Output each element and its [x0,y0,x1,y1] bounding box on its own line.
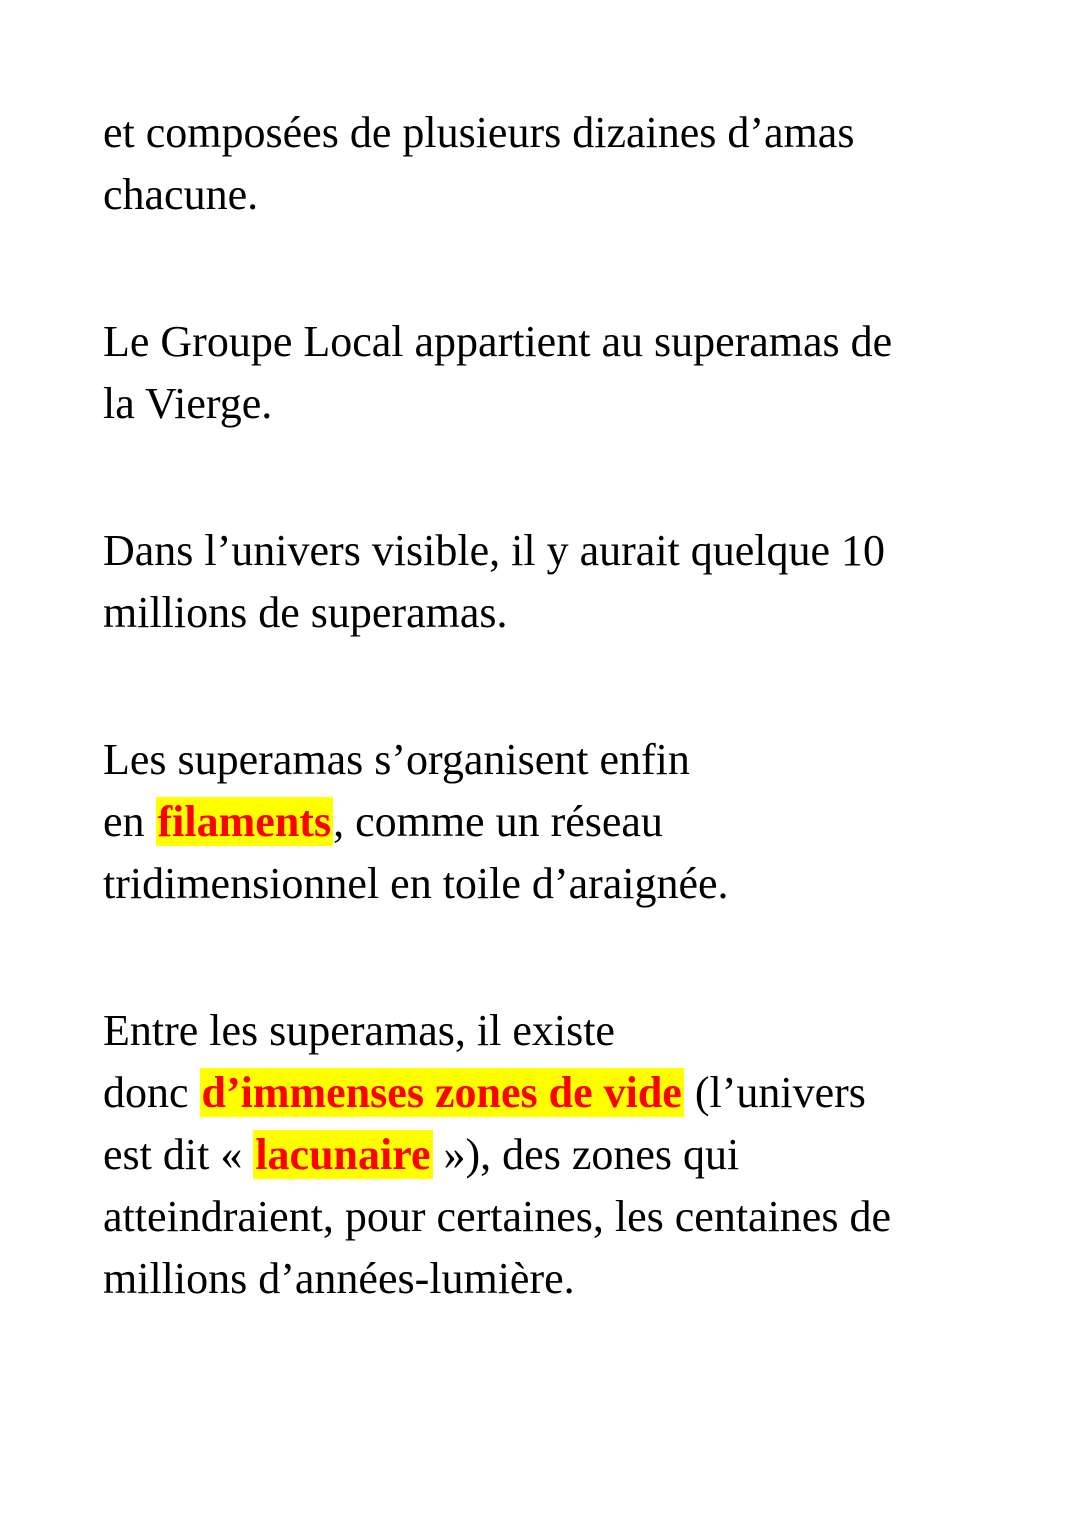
text-fragment: »), des zones qui [432,1130,740,1179]
highlighted-term-lacunaire: lacunaire [255,1130,431,1179]
text-line: millions de superamas. [103,588,508,637]
text-line: la Vierge. [103,379,273,428]
text-line: tridimensionnel en toile d’araignée. [103,859,729,908]
text-line: Entre les superamas, il existe [103,1006,615,1055]
text-line [103,1124,983,1186]
paragraph-voids [103,1000,983,1310]
highlighted-term-filaments: filaments [157,797,332,846]
text-line: Le Groupe Local appartient au superamas de [103,317,893,366]
text-line: et composées de plusieurs dizaines d’amas [103,108,855,157]
text-line: Dans l’univers visible, il y aurait quelque 10 [103,526,886,575]
text-line: Les superamas s’organisent enfin [103,735,690,784]
text-fragment: donc [103,1068,200,1117]
paragraph-visible-universe [103,520,983,644]
paragraph-local-group [103,311,983,435]
highlighted-term-voids: d’immenses zones de vide [201,1068,682,1117]
text-fragment: (l’univers [683,1068,866,1117]
text-line: atteindraient, pour certaines, les centaines de [103,1192,891,1241]
text-line: millions d’années-lumière. [103,1254,575,1303]
paragraph-filaments [103,729,983,915]
text-fragment: en [103,797,156,846]
paragraph-superamas-composition [103,102,983,226]
text-line: chacune. [103,170,259,219]
text-fragment: , comme un réseau [333,797,663,846]
text-line [103,1062,983,1124]
text-line [103,791,983,853]
text-fragment: est dit « [103,1130,254,1179]
document-page [103,102,983,1310]
